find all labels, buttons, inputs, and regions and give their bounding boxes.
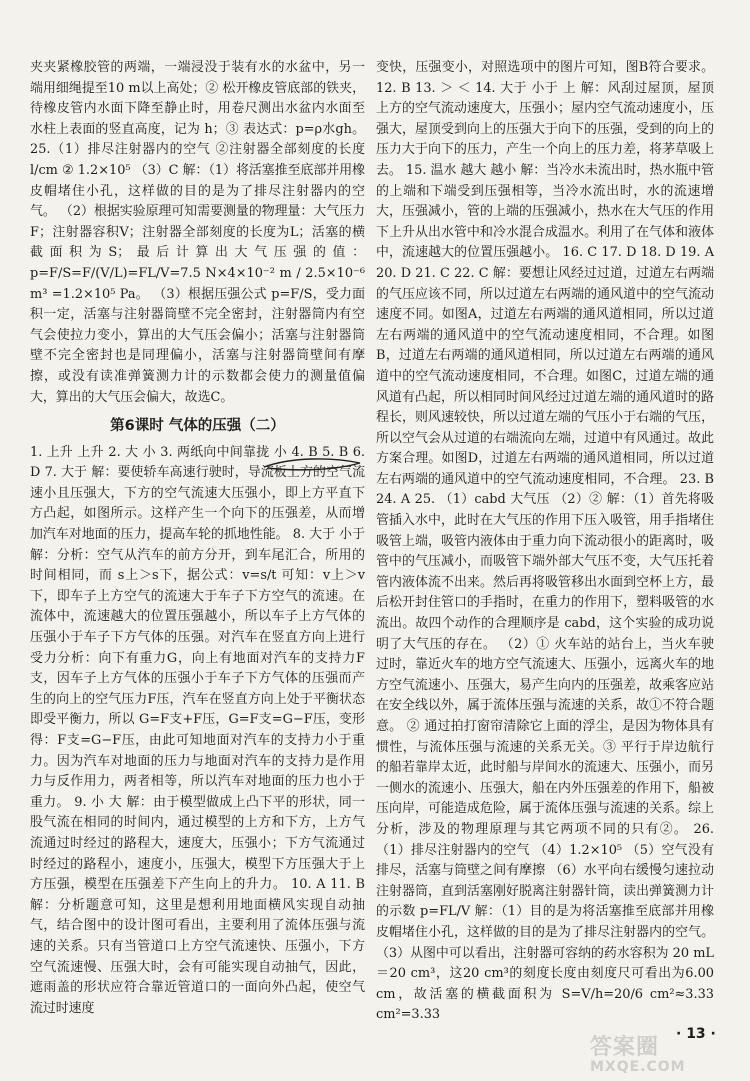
handwritten-underline-mark xyxy=(262,453,362,473)
watermark-logo xyxy=(590,1030,686,1075)
left-column xyxy=(30,58,365,1019)
watermark-url: MXQE.COM xyxy=(590,1059,686,1075)
left-paragraph-2: 1. 上升 上升 2. 大 小 3. 两纸向中间靠拢 小 4. B 5. B 6. D 7. 大于 解：要使轿车高速行驶时，导流板上方的空气流速小且压强大，下方的空气流速大压强小，即上方平直下方凸起，如图所示。这样产生一个向下的压强差，从而增加汽车对地面的压力，提高车轮的抓地性能。 8. 大于 小于 解：分析：空气从汽车的前方分开，到车尾汇合，所用的时间相同，而 s上＞s下，据公式：v=s/t 可知：v上＞v下，即车子上方空气的流速大于车子下方空气的流速。在流体中，流速越大的位置压强越小，所以车子上方气体的压强小于车子下方气体的压强。对汽车在竖直方向上进行受力分析：向下有重力G，向上有地面对汽车的支持力F支，因车子上方气体的压强小于车子下方气体的压强而产生的向上的空气压力F压，汽车在竖直方向上处于平衡状态即受平衡力，所以 G=F支+F压，G=F支=G−F压，变形得：F支=G−F压，由此可知地面对汽车的支持力小于重力。因为汽车对地面的压力与地面对汽车的支持力是作用力与反作用力，两者相等，所以汽车对地面的压力也小于重力。 9. 小 大 解：由于模型做成上凸下平的形状，同一股气流在相同的时间内，通过模型的上方和下方，上方气流通过时经过的路程大，速度大，压强小；下方气流通过时经过的路程小，速度小，压强大，模型下方压强大于上方压强，模型在压强差下产生向上的升力。 10. A 11. B 解：分析题意可知，这里是想利用地面横风实现自动抽气，结合图中的设计图可看出，主要利用了流体压强与流速的关系。只有当管道口上方空气流速快、压强小，下方空气流速慢、压强大时，会有可能实现自动抽气，因此，遮雨盖的形状应符合靠近管道口的一面向外凸起，使空气流过时速度 xyxy=(30,444,365,1016)
watermark-text: 答案圈 xyxy=(590,1035,660,1060)
right-column xyxy=(376,58,714,1026)
left-paragraph-1: 夹夹紧橡胶管的两端，一端浸没于装有水的水盆中，另一端用细绳提至10 m以上高处；② 松开橡皮管底部的铁夹，待橡皮管内水面下降至静止时，用卷尺测出水盆内水面至水柱上表面的竖直高度，记为 h；③ 表达式：p=ρ水gh。 25.（1）排尽注射器内的空气 ②注射器全部刻度的长度l/cm ② 1.2×10⁵ （3）C 解：（1）将活塞推至底部并用橡皮帽堵住小孔，这样做的目的是为了排尽注射器内的空气。 （2）根据实验原理可知需要测量的物理量：大气压力F；注射器容积V；注射器全部刻度的长度为L；活塞的横截面积为S；最后计算出大气压强的值：p=F/S=F/(V/L)=FL/V=7.5 N×4×10⁻² m / 2.5×10⁻⁶ m³ =1.2×10⁵ Pa。 （3）根据压强公式 p=F/S，受力面积一定，活塞与注射器筒壁不完全密封，注射器筒内有空气会使拉力变小，算出的大气压会偏小；活塞与注射器筒壁不完全密封也是同理偏小，活塞与注射器筒壁间有摩擦，或没有读准弹簧测力计的示数都会使力的测量值偏大，算出的大气压会偏大，故选C。 xyxy=(30,60,365,405)
lesson-title: 第6课时 气体的压强（二） xyxy=(110,418,285,435)
page-number: · 13 · xyxy=(676,1026,716,1042)
right-paragraph-1: 变快，压强变小，对照选项中的图片可知，图B符合要求。 12. B 13. ＞ ＜ 14. 大于 小于 上 解：风刮过屋顶，屋顶上方的空气流动速度大，压强小；屋内空气流动速度小，压强大，屋顶受到向上的压强大于向下的压强，受到的向上的压力大于向下的压力，产生一个向上的压力差，将茅草吸上去。 15. 温水 越大 越小 解：当冷水未流出时，热水瓶中管的上端和下端受到压强相等，当冷水流出时，水的流速增大，压强减小，管的上端的压强减小，热水在大气压的作用下上升从出水管中和冷水混合成温水。利用了在气体和液体中，流速越大的位置压强越小。 16. C 17. D 18. D 19. A 20. D 21. C 22. C 解：要想让风经过过道，过道左右两端的气压应该不同，所以过道左右两端的通风道中的空气流动速度不同。如图A，过道左右两端的通风道相同，所以过道左右两端的通风道中的空气流动速度相同，不合理。如图B，过道左右两端的通风道相同，所以过道左右两端的通风道中的空气流动速度相同，不合理。如图C，过道左端的通风道有凸起，所以相同时间风经过过道左端的通风道时的路程长，则风速较快，所以过道左端的气压小于右端的气压，所以空气会从过道的右端流向左端，过道中有风通过。故此方案合理。如图D，过道左右两端的通风道相同，所以过道左右两端的通风道中的空气流动速度相同，不合理。 23. B 24. A 25. （1）cabd 大气压 （2）② 解：（1）首先将吸管插入水中，此时在大气压的作用下压入吸管，用手指堵住吸管上端，吸管内液体由于重力向下流动很小的距离时，吸管中的气压减小，而吸管下端外部大气压不变，大气压托着管内液体流不出来。然后再将吸管移出水面到空杯上方，最后松开封住管口的手指时，在重力的作用下，塑料吸管的水流出。故四个动作的合理顺序是 cabd，这个实验的成功说明了大气压的存在。 （2）① 火车站的站台上，当火车驶过时，靠近火车的地方空气流速大、压强小，远离火车的地方空气流速小、压强大，易产生向内的压强差，故乘客应站在安全线以外，属于流体压强与流速的关系，故①不符合题意。 ② 通过拍打窗帘清除它上面的浮尘，是因为物体具有惯性，与流体压强与流速的关系无关。③ 平行于岸边航行的船若靠岸太近，此时船与岸间水的流速大、压强小，而另一侧水的流速小、压强大，船在内外压强差的作用下，船被压向岸，可能造成危险，属于流体压强与流速的关系。综上分析，涉及的物理原理与其它两项不同的只有②。 26. （1）排尽注射器内的空气 （4）1.2×10⁵ （5）空气没有排尽，活塞与筒壁之间有摩擦 （6）水平向右缓慢匀速拉动注射器筒，直到活塞刚好脱离注射器针筒，读出弹簧测力计的示数 p=FL/V 解：（1）目的是为将活塞推至底部并用橡皮帽堵住小孔，这样做的目的是为了排尽注射器内的空气。 （3）从图中可以看出，注射器可容纳的药水容积为 20 mL＝20 cm³，这20 cm³的刻度长度由刻度尺可看出为6.00 cm，故活塞的横截面积为 S=V/h=20/6 cm²≈3.33 cm²=3.33 xyxy=(376,60,714,1023)
